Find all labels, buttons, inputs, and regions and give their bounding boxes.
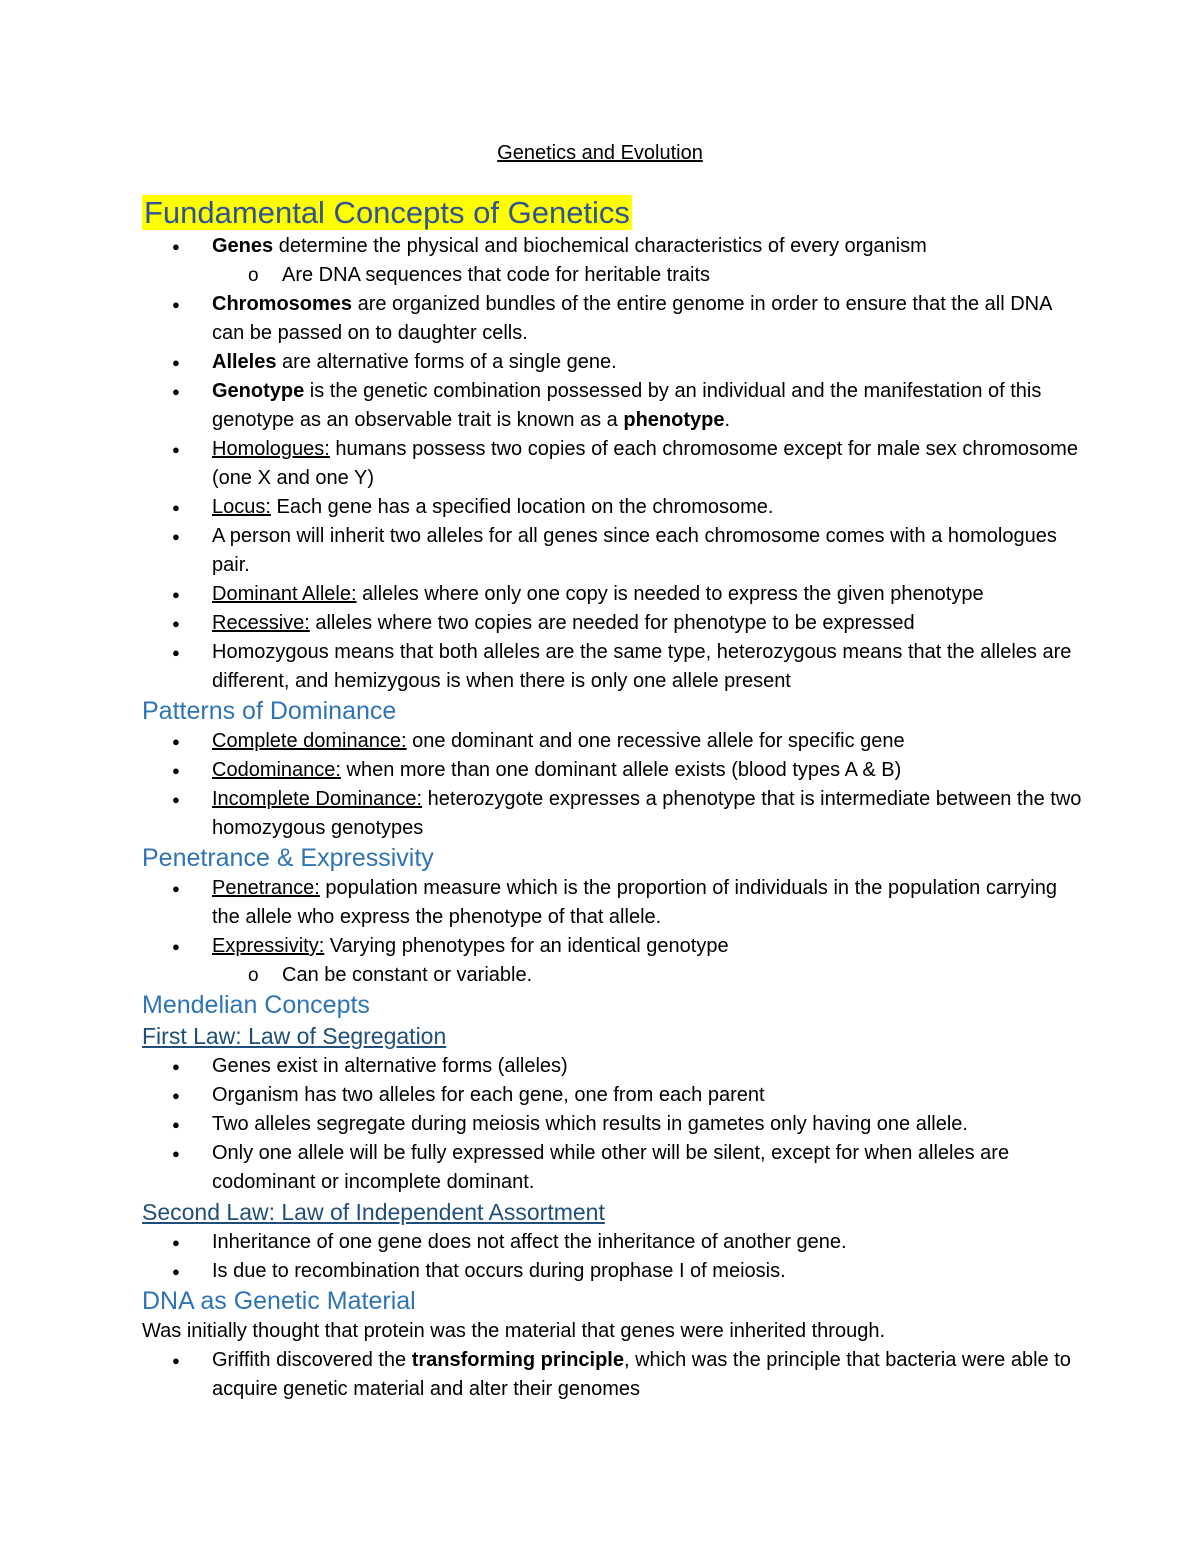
paragraph-intro: Was initially thought that protein was the material that genes were inherited through. xyxy=(142,1320,886,1342)
term-chromosomes: Chromosomes xyxy=(212,293,353,315)
list-item: ● Homozygous means that both alleles are the same type, heterozygous means that the alleles are different, and hemizygous is when there is only one allele present xyxy=(142,638,1082,696)
document-title: Genetics and Evolution xyxy=(497,142,703,164)
term-genes: Genes xyxy=(212,235,274,257)
bullet-list xyxy=(142,874,1082,961)
list-item xyxy=(142,435,1082,493)
heading-dna-genetic-material: DNA as Genetic Material xyxy=(142,1287,416,1315)
list-item xyxy=(142,348,1082,377)
definition-text: , which was the principle that bacteria were able to acquire genetic material and alter their genomes xyxy=(212,1349,1071,1400)
document-body xyxy=(142,194,1082,1404)
list-item xyxy=(142,756,1082,785)
heading-fundamental-concepts xyxy=(142,194,1082,232)
list-item xyxy=(142,290,1082,348)
sub-list xyxy=(142,961,1082,990)
bullet-list xyxy=(142,1346,1082,1404)
definition-text: alleles where only one copy is needed to express the given phenotype xyxy=(356,583,984,605)
list-item: ● Inheritance of one gene does not affect the inheritance of another gene. xyxy=(142,1228,1082,1257)
heading-penetrance-expressivity: Penetrance & Expressivity xyxy=(142,844,434,872)
term-phenotype: phenotype xyxy=(623,409,725,431)
term-alleles: Alleles xyxy=(212,351,277,373)
list-item: ● Only one allele will be fully expressed while other will be silent, except for when alleles are codominant or incomplete dominant. xyxy=(142,1139,1082,1197)
definition-text: alleles where two copies are needed for phenotype to be expressed xyxy=(309,612,915,634)
punctuation: . xyxy=(724,409,731,431)
term-homologues: Homologues: xyxy=(212,438,330,460)
highlighted-heading-text: Fundamental Concepts of Genetics xyxy=(144,195,630,230)
list-item: ● Genes exist in alternative forms (alleles) xyxy=(142,1052,1082,1081)
bullet-list xyxy=(142,1228,1082,1286)
definition-text: humans possess two copies of each chromosome except for male sex chromosome (one X and one Y) xyxy=(212,438,1078,489)
list-item xyxy=(142,1346,1082,1404)
list-item xyxy=(142,727,1082,756)
definition-text: population measure which is the proportion of individuals in the population carrying the allele who express the phenotype of that allele. xyxy=(212,877,1057,928)
definition-text: are alternative forms of a single gene. xyxy=(276,351,617,373)
definition-text: when more than one dominant allele exists (blood types A & B) xyxy=(340,759,902,781)
definition-text: Each gene has a specified location on the chromosome. xyxy=(270,496,774,518)
sub-list-item: o Are DNA sequences that code for heritable traits xyxy=(142,261,1082,290)
bullet-list xyxy=(142,1052,1082,1197)
list-item xyxy=(142,785,1082,843)
definition-text: Varying phenotypes for an identical genotype xyxy=(324,935,729,957)
term-complete-dominance: Complete dominance: xyxy=(212,730,407,752)
list-item xyxy=(142,932,1082,961)
bullet-list xyxy=(142,727,1082,843)
definition-text: one dominant and one recessive allele for specific gene xyxy=(406,730,905,752)
list-item: ● Organism has two alleles for each gene, one from each parent xyxy=(142,1081,1082,1110)
list-item xyxy=(142,493,1082,522)
heading-patterns-of-dominance: Patterns of Dominance xyxy=(142,697,397,725)
sub-list xyxy=(142,261,1082,290)
list-item: ● Two alleles segregate during meiosis which results in gametes only having one allele. xyxy=(142,1110,1082,1139)
list-item: ● A person will inherit two alleles for all genes since each chromosome comes with a homologues pair. xyxy=(142,522,1082,580)
sub-list-item: o Can be constant or variable. xyxy=(142,961,1082,990)
heading-second-law: Second Law: Law of Independent Assortment xyxy=(142,1199,605,1225)
list-item xyxy=(142,232,1082,261)
list-item xyxy=(142,377,1082,435)
heading-first-law: First Law: Law of Segregation xyxy=(142,1023,447,1049)
term-codominance: Codominance: xyxy=(212,759,341,781)
bullet-list xyxy=(142,232,1082,261)
bullet-list xyxy=(142,290,1082,696)
list-item: ● Is due to recombination that occurs during prophase I of meiosis. xyxy=(142,1257,1082,1286)
heading-mendelian-concepts: Mendelian Concepts xyxy=(142,991,370,1019)
list-item xyxy=(142,874,1082,932)
term-locus: Locus: xyxy=(212,496,271,518)
list-item xyxy=(142,609,1082,638)
term-penetrance: Penetrance: xyxy=(212,877,320,899)
term-genotype: Genotype xyxy=(212,380,305,402)
term-expressivity: Expressivity: xyxy=(212,935,325,957)
term-transforming-principle: transforming principle xyxy=(411,1349,624,1371)
term-dominant-allele: Dominant Allele: xyxy=(212,583,357,605)
definition-text: heterozygote expresses a phenotype that is intermediate between the two homozygous genotypes xyxy=(212,788,1082,839)
definition-text: determine the physical and biochemical characteristics of every organism xyxy=(273,235,927,257)
term-incomplete-dominance: Incomplete Dominance: xyxy=(212,788,423,810)
term-recessive: Recessive: xyxy=(212,612,310,634)
definition-text: are organized bundles of the entire genome in order to ensure that the all DNA can be passed on to daughter cells. xyxy=(212,293,1052,344)
definition-text: is the genetic combination possessed by an individual and the manifestation of this genotype as an observable trait is known as a xyxy=(212,380,1042,431)
list-item xyxy=(142,580,1082,609)
text-prefix: Griffith discovered the xyxy=(212,1349,412,1371)
